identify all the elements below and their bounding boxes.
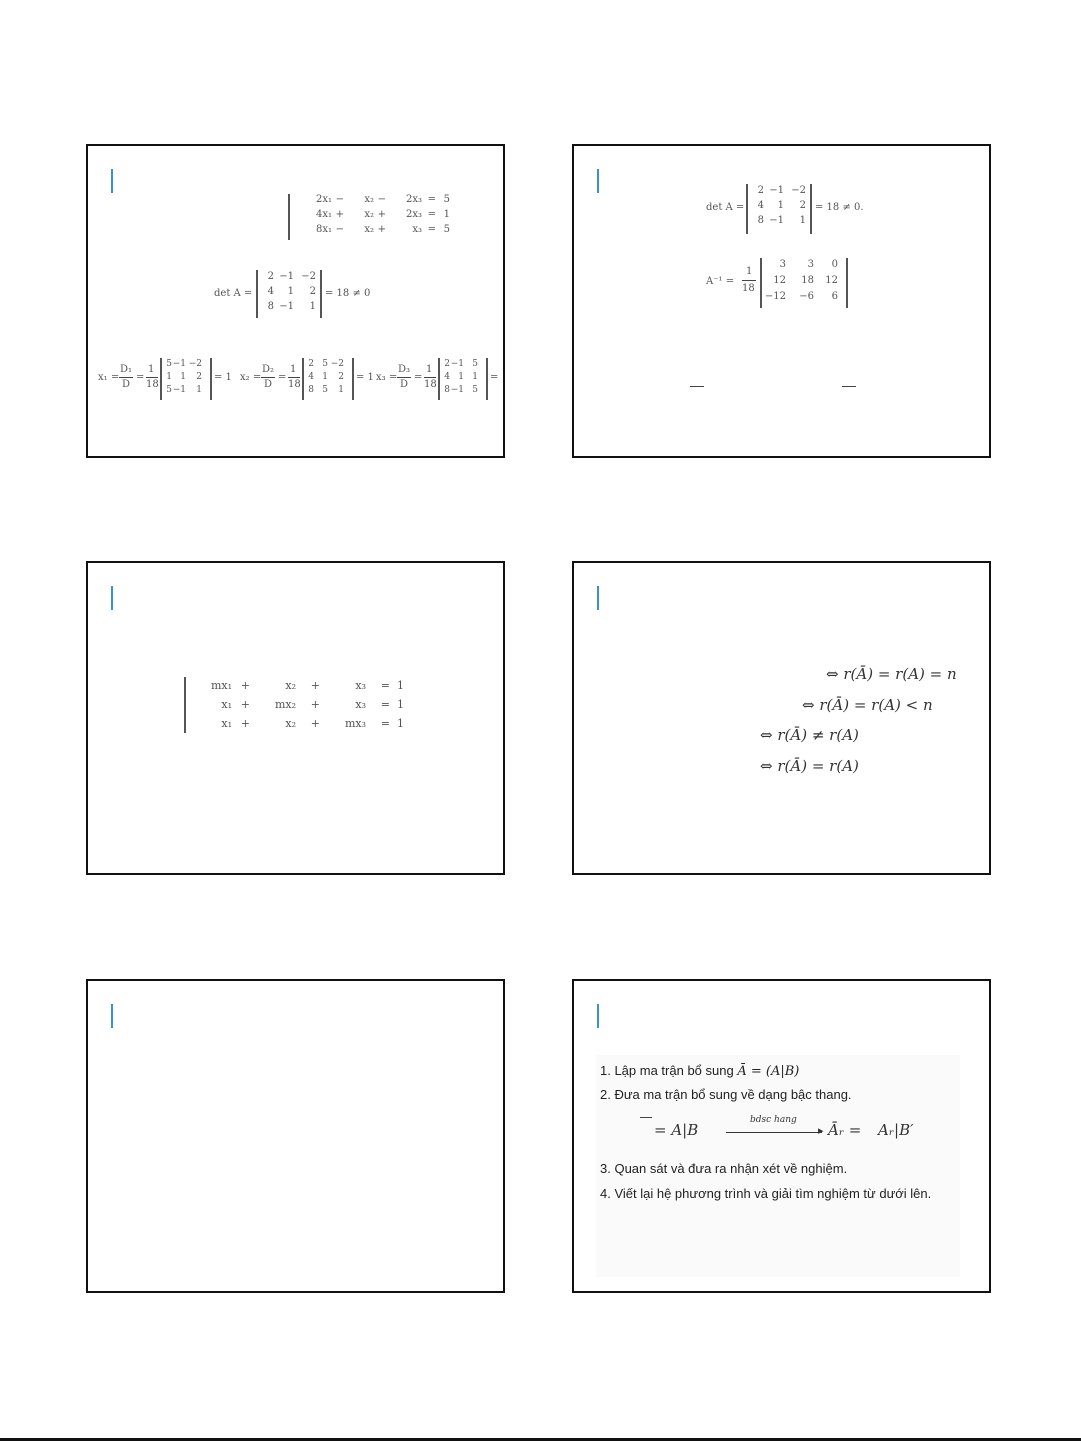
condition-text: r(Ā) = r(A) xyxy=(777,757,859,775)
iff-symbol: ⇔ xyxy=(760,757,773,775)
iff-symbol: ⇔ xyxy=(826,665,839,683)
step-1 xyxy=(600,1063,799,1079)
eq-term: mx₁ xyxy=(210,679,232,692)
det-label: det A = xyxy=(706,202,745,213)
matrix-cell: 2 xyxy=(338,372,344,382)
cramer-matrix xyxy=(162,359,202,395)
eq-term: + xyxy=(310,717,320,730)
det-matrix xyxy=(260,271,316,312)
inverse-label: A⁻¹ = xyxy=(706,276,735,287)
eq-sign: = xyxy=(136,372,145,383)
matrix-cell: 2 xyxy=(267,271,274,282)
eq-term: x₁ xyxy=(221,717,232,730)
eq-term: 5 xyxy=(443,194,450,205)
coef-bot: 18 xyxy=(288,379,301,390)
matrix-cell: 12 xyxy=(773,275,786,286)
eq-term: x₃ xyxy=(412,224,422,235)
coef-bot: 18 xyxy=(424,379,437,390)
slide-1 xyxy=(86,144,505,458)
step-2: 2. Đưa ma trận bổ sung về dạng bậc thang. xyxy=(600,1087,852,1102)
coef-bot: 18 xyxy=(146,379,159,390)
eq-term: 8x₁ xyxy=(315,224,332,235)
matrix-cell: 1 xyxy=(799,215,806,226)
matrix-cell: 8 xyxy=(308,385,314,395)
overline-mark xyxy=(640,1117,652,1118)
eq-term: + xyxy=(240,698,250,711)
slide-accent-bar xyxy=(597,586,599,610)
matrix-cell: 1 xyxy=(322,372,328,382)
condition-row xyxy=(826,665,957,683)
condition-text: r(Ā) ≠ r(A) xyxy=(777,726,859,744)
coef-top: 1 xyxy=(290,364,297,375)
matrix-cell: −1 xyxy=(450,359,464,369)
eq-term: x₂ xyxy=(364,194,374,205)
overline-mark xyxy=(842,386,856,387)
frac-top: D₂ xyxy=(262,364,275,375)
matrix-cell: 5 xyxy=(322,359,328,369)
cramer-x1 xyxy=(96,354,236,404)
coef-top: 1 xyxy=(426,364,433,375)
matrix-cell: −12 xyxy=(764,291,786,302)
eq-term: + xyxy=(335,209,344,220)
matrix-cell: 2 xyxy=(444,359,450,369)
slide-accent-bar xyxy=(597,1004,599,1028)
eq-term: + xyxy=(240,717,250,730)
iff-symbol: ⇔ xyxy=(760,726,773,744)
eq-term: x₂ xyxy=(285,717,296,730)
matrix-cell: 8 xyxy=(444,385,450,395)
matrix-cell: 1 xyxy=(458,372,464,382)
matrix-cell: 6 xyxy=(831,291,838,302)
arrow-label: bdsc hang xyxy=(750,1115,797,1125)
eq-term: 1 xyxy=(397,717,404,730)
matrix-cell: −1 xyxy=(172,385,186,395)
eq-term: + xyxy=(240,679,250,692)
overline-mark xyxy=(690,386,704,387)
slide-4 xyxy=(572,561,991,875)
eq-term: 1 xyxy=(397,679,404,692)
eq-term: 1 xyxy=(397,698,404,711)
matrix-cell: 2 xyxy=(757,185,764,196)
system-brace xyxy=(184,677,186,733)
det-result: = 18 ≠ 0. xyxy=(815,202,864,213)
matrix-cell: −1 xyxy=(172,359,186,369)
eq-term: = xyxy=(427,194,436,205)
matrix-cell: −1 xyxy=(279,271,294,282)
condition-row xyxy=(802,696,933,714)
frac-bot: D xyxy=(122,379,131,390)
matrix-cell: 8 xyxy=(757,215,764,226)
matrix-cell: −1 xyxy=(450,385,464,395)
matrix-cell: 12 xyxy=(825,275,838,286)
det-result: = 18 ≠ 0 xyxy=(325,288,371,299)
eq-sign: = xyxy=(414,372,423,383)
matrix-cell: 0 xyxy=(831,259,838,270)
cramer-x2 xyxy=(238,354,378,404)
eq-term: x₂ xyxy=(364,224,374,235)
step-1-text: 1. Lập ma trận bổ sung xyxy=(600,1063,734,1078)
eq-term: = xyxy=(427,224,436,235)
step-4: 4. Viết lại hệ phương trình và giải tìm nghiệm từ dưới lên. xyxy=(600,1186,932,1201)
matrix-cell: 1 xyxy=(180,372,186,382)
eq-term: + xyxy=(377,209,386,220)
eq-term: + xyxy=(310,679,320,692)
matrix-cell: −2 xyxy=(301,271,316,282)
cramer-lhs: x₁ = xyxy=(98,372,120,383)
matrix-cell: 1 xyxy=(166,372,172,382)
step-1-math: Ā = (A|B) xyxy=(737,1064,800,1079)
cramer-result: = 1 xyxy=(356,372,374,383)
eq-term: 5 xyxy=(443,224,450,235)
matrix-cell: −1 xyxy=(279,301,294,312)
det-matrix xyxy=(750,185,806,226)
equation-system xyxy=(298,194,450,235)
eq-term: mx₂ xyxy=(274,698,296,711)
matrix-cell: −2 xyxy=(188,359,202,369)
matrix-cell: −1 xyxy=(769,185,784,196)
condition-text: r(Ā) = r(A) < n xyxy=(819,696,933,714)
eq-term: + xyxy=(377,224,386,235)
cramer-matrix xyxy=(304,359,344,395)
condition-row xyxy=(760,757,859,775)
matrix-cell: −2 xyxy=(791,185,806,196)
matrix-cell: 3 xyxy=(779,259,786,270)
frac-top: D₁ xyxy=(120,364,133,375)
matrix-cell: 4 xyxy=(444,372,450,382)
eq-term: 4x₁ xyxy=(315,209,332,220)
condition-row xyxy=(760,726,859,744)
matrix-cell: 4 xyxy=(757,200,764,211)
transform-right-b: Aᵣ|B′ xyxy=(878,1121,914,1139)
eq-term: − xyxy=(335,194,344,205)
eq-term: 1 xyxy=(443,209,450,220)
eq-term: − xyxy=(377,194,386,205)
arrow-head-icon: ▸ xyxy=(818,1124,824,1137)
matrix-cell: 5 xyxy=(472,359,478,369)
eq-term: x₃ xyxy=(355,698,366,711)
matrix-cell: 18 xyxy=(801,275,814,286)
eq-term: = xyxy=(380,679,390,692)
matrix-cell: 1 xyxy=(777,200,784,211)
cramer-lhs: x₃ = xyxy=(376,372,398,383)
coef-top: 1 xyxy=(148,364,155,375)
step-3: 3. Quan sát và đưa ra nhận xét về nghiệm. xyxy=(600,1161,848,1176)
matrix-cell: 8 xyxy=(267,301,274,312)
eq-term: mx₃ xyxy=(344,717,366,730)
matrix-cell: 2 xyxy=(799,200,806,211)
matrix-cell: 1 xyxy=(338,385,344,395)
matrix-cell: −2 xyxy=(330,359,344,369)
matrix-cell: 5 xyxy=(472,385,478,395)
slide-5 xyxy=(86,979,505,1293)
matrix-cell: 5 xyxy=(322,385,328,395)
matrix-cell: 2 xyxy=(309,286,316,297)
transform-expression xyxy=(634,1113,964,1149)
frac-bot: D xyxy=(400,379,409,390)
eq-term: 2x₃ xyxy=(405,209,422,220)
inverse-coef-bot: 18 xyxy=(742,283,755,294)
arrow-line xyxy=(726,1132,822,1133)
inverse-coef-top: 1 xyxy=(746,266,753,277)
eq-sign: = xyxy=(278,372,287,383)
matrix-cell: 1 xyxy=(196,385,202,395)
transform-left: = A|B xyxy=(654,1121,699,1139)
matrix-cell: 3 xyxy=(807,259,814,270)
matrix-cell: 2 xyxy=(308,359,314,369)
inverse-matrix xyxy=(764,259,838,302)
condition-text: r(Ā) = r(A) = n xyxy=(843,665,957,683)
cramer-matrix xyxy=(440,359,478,395)
matrix-cell: 5 xyxy=(166,359,172,369)
system-brace xyxy=(288,194,290,240)
eq-term: + xyxy=(310,698,320,711)
transform-right-a: Āᵣ = xyxy=(828,1121,862,1139)
det-label: det A = xyxy=(214,288,253,299)
matrix-cell: 1 xyxy=(472,372,478,382)
cramer-result: = xyxy=(490,372,499,383)
slide-accent-bar xyxy=(111,586,113,610)
matrix-cell: 2 xyxy=(196,372,202,382)
equation-system xyxy=(192,679,404,730)
eq-term: x₁ xyxy=(221,698,232,711)
eq-term: = xyxy=(380,698,390,711)
slide-accent-bar xyxy=(597,169,599,193)
slide-accent-bar xyxy=(111,1004,113,1028)
eq-term: x₃ xyxy=(355,679,366,692)
slide-6 xyxy=(572,979,991,1293)
matrix-cell: 5 xyxy=(166,385,172,395)
eq-term: x₂ xyxy=(285,679,296,692)
frac-bot: D xyxy=(264,379,273,390)
cramer-result: = 1 xyxy=(214,372,232,383)
matrix-cell: 4 xyxy=(267,286,274,297)
matrix-cell: −6 xyxy=(799,291,814,302)
iff-symbol: ⇔ xyxy=(802,696,815,714)
eq-term: 2x₁ xyxy=(315,194,332,205)
eq-term: 2x₃ xyxy=(405,194,422,205)
slide-accent-bar xyxy=(111,169,113,193)
matrix-cell: 1 xyxy=(287,286,294,297)
cramer-lhs: x₂ = xyxy=(240,372,262,383)
eq-term: = xyxy=(427,209,436,220)
eq-term: − xyxy=(335,224,344,235)
matrix-cell: 4 xyxy=(308,372,314,382)
slide-3 xyxy=(86,561,505,875)
eq-term: x₂ xyxy=(364,209,374,220)
cramer-x3 xyxy=(374,354,505,404)
matrix-cell: −1 xyxy=(769,215,784,226)
frac-top: D₃ xyxy=(398,364,411,375)
matrix-cell: 1 xyxy=(309,301,316,312)
eq-term: = xyxy=(380,717,390,730)
slide-2 xyxy=(572,144,991,458)
